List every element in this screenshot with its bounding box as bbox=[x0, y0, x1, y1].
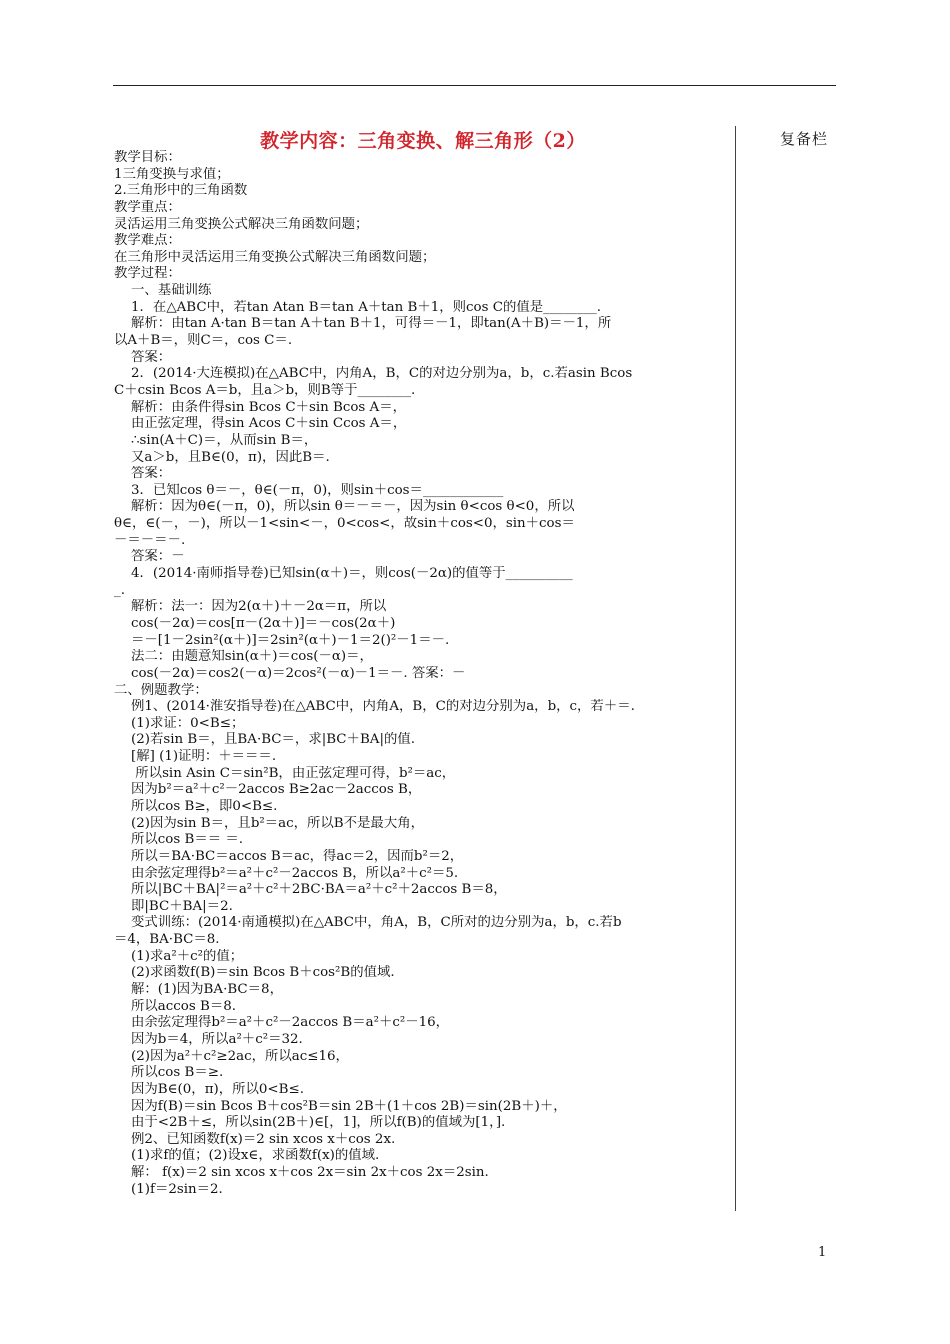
text-line: －＝－＝－. bbox=[114, 532, 186, 548]
text-line: 答案： bbox=[114, 466, 172, 482]
text-line: 以A＋B＝，则C＝，cos C＝. bbox=[114, 333, 293, 349]
lesson-body bbox=[114, 150, 730, 1198]
text-line: 1．在△ABC中，若tan Atan B＝tan A＋tan B＋1，则cos C的值是________. bbox=[114, 299, 601, 315]
text-line: 解析：法一：因为2(α＋)＋－2α＝π，所以 bbox=[114, 599, 387, 615]
text-line: 即|BC＋BA|＝2. bbox=[114, 898, 233, 914]
text-line: 解：(1)因为BA·BC＝8， bbox=[114, 982, 283, 998]
side-column-label: 复备栏 bbox=[780, 130, 829, 148]
text-line: θ∈，∈(－，－)，所以－1<sin<－，0<cos<，故sin＋cos<0，sin＋cos＝ bbox=[114, 516, 575, 532]
text-line: (2)若sin B＝，且BA·BC＝，求|BC＋BA|的值. bbox=[114, 732, 416, 748]
text-line: ∴sin(A＋C)＝，从而sin B＝， bbox=[114, 432, 318, 448]
text-line: 二、例题教学： bbox=[114, 682, 208, 698]
text-line: 4．(2014·南师指导卷)已知sin(α＋)＝，则cos(－2α)的值等于__________ bbox=[114, 566, 573, 582]
text-line: 解析：因为θ∈(－π，0)，所以sin θ＝－＝－，因为sin θ<cos θ<0，所以 bbox=[114, 499, 575, 515]
text-line: 因为B∈(0，π)，所以0<B≤. bbox=[114, 1081, 304, 1097]
top-rule bbox=[113, 85, 836, 86]
text-line: 灵活运用三角变换公式解决三角函数问题； bbox=[114, 216, 369, 232]
text-line: cos(－2α)＝cos2(－α)＝2cos²(－α)－1＝－. 答案：－ bbox=[114, 665, 466, 681]
text-line: 由正弦定理，得sin Acos C＋sin Ccos A＝， bbox=[114, 416, 407, 432]
text-line: 答案： bbox=[114, 349, 172, 365]
text-line: (1)求f的值；(2)设x∈，求函数f(x)的值域. bbox=[114, 1148, 380, 1164]
text-line: 教学目标： bbox=[114, 150, 181, 165]
text-line: 所以cos B＝＝ ＝. bbox=[114, 832, 244, 848]
lesson-title: 教学内容：三角变换、解三角形（2） bbox=[260, 130, 586, 152]
text-line: 教学难点： bbox=[114, 233, 181, 249]
text-line: 变式训练：(2014·南通模拟)在△ABC中，角A，B，C所对的边分别为a，b，c.若b bbox=[114, 915, 622, 931]
text-line: _. bbox=[114, 582, 125, 598]
text-line: 解析：由tan A·tan B＝tan A＋tan B＋1，可得＝－1，即tan(A＋B)＝－1，所 bbox=[114, 316, 612, 332]
text-line: (2)求函数f(B)＝sin Bcos B＋cos²B的值域. bbox=[114, 965, 395, 981]
margin-divider bbox=[735, 126, 736, 1211]
text-line: C＋csin Bcos A＝b，且a＞b，则B等于________. bbox=[114, 382, 416, 398]
text-line: (2)因为sin B＝，且b²＝ac，所以B不是最大角， bbox=[114, 815, 424, 831]
page-number: 1 bbox=[818, 1245, 827, 1260]
text-line: 教学过程： bbox=[114, 266, 181, 282]
text-line: ＝－[1－2sin²(α＋)]＝2sin²(α＋)－1＝2()²－1＝－. bbox=[114, 632, 450, 648]
text-line: 所以|BC＋BA|²＝a²＋c²＋2BC·BA＝a²＋c²＋2accos B＝8， bbox=[114, 882, 507, 898]
text-line: 3．已知cos θ＝－，θ∈(－π，0)，则sin＋cos＝____________ bbox=[114, 482, 504, 498]
text-line: 由余弦定理得b²＝a²＋c²－2accos B，所以a²＋c²＝5. bbox=[114, 865, 459, 881]
text-line: (2)因为a²＋c²≥2ac，所以ac≤16， bbox=[114, 1048, 349, 1064]
text-line: 所以sin Asin C＝sin²B，由正弦定理可得，b²＝ac， bbox=[114, 765, 456, 781]
text-line: 一、基础训练 bbox=[114, 283, 212, 299]
text-line: 2．(2014·大连模拟)在△ABC中，内角A，B，C的对边分别为a，b，c.若asin Bcos bbox=[114, 366, 633, 382]
text-line: 例2、已知函数f(x)＝2 sin xcos x＋cos 2x. bbox=[114, 1131, 396, 1147]
text-line: cos(－2α)＝cos[π－(2α＋)]＝－cos(2α＋) bbox=[114, 615, 396, 631]
text-line: 1三角变换与求值； bbox=[114, 166, 230, 182]
text-line: [解] (1)证明：＋＝＝＝. bbox=[114, 749, 277, 765]
text-line: 又a＞b，且B∈(0，π)，因此B＝. bbox=[114, 449, 330, 465]
text-line: 法二：由题意知sin(α＋)＝cos(－α)＝， bbox=[114, 649, 373, 665]
text-line: (1)求a²＋c²的值； bbox=[114, 948, 244, 964]
text-line: 所以accos B＝8. bbox=[114, 998, 236, 1014]
text-line: 因为b＝4，所以a²＋c²＝32. bbox=[114, 1031, 303, 1047]
text-line: (1)f＝2sin＝2. bbox=[114, 1181, 223, 1197]
text-line: 答案：－ bbox=[114, 549, 185, 565]
text-line: 例1、(2014·淮安指导卷)在△ABC中，内角A，B，C的对边分别为a，b，c，若＋＝. bbox=[114, 699, 635, 715]
text-line: 所以＝BA·BC＝accos B＝ac，得ac＝2，因而b²＝2， bbox=[114, 848, 464, 864]
text-line: 在三角形中灵活运用三角变换公式解决三角函数问题； bbox=[114, 249, 436, 265]
text-line: 所以cos B≥，即0<B≤. bbox=[114, 798, 278, 814]
text-line: (1)求证：0<B≤； bbox=[114, 715, 245, 731]
text-line: 所以cos B＝≥. bbox=[114, 1065, 224, 1081]
text-line: ＝4，BA·BC＝8. bbox=[114, 932, 220, 948]
text-line: 2.三角形中的三角函数 bbox=[114, 183, 248, 199]
text-line: 解析：由条件得sin Bcos C＋sin Bcos A＝， bbox=[114, 399, 406, 415]
text-line: 因为f(B)＝sin Bcos B＋cos²B＝sin 2B＋(1＋cos 2B)＝sin(2B＋)＋， bbox=[114, 1098, 567, 1114]
text-line: 教学重点： bbox=[114, 199, 181, 215]
text-line: 因为b²＝a²＋c²－2accos B≥2ac－2accos B， bbox=[114, 782, 422, 798]
text-line: 由余弦定理得b²＝a²＋c²－2accos B＝a²＋c²－16， bbox=[114, 1015, 450, 1031]
text-line: 由于<2B＋≤，所以sin(2B＋)∈[，1]，所以f(B)的值域为[1，]. bbox=[114, 1115, 506, 1131]
text-line: 解： f(x)＝2 sin xcos x＋cos 2x＝sin 2x＋cos 2x＝2sin. bbox=[114, 1165, 489, 1181]
